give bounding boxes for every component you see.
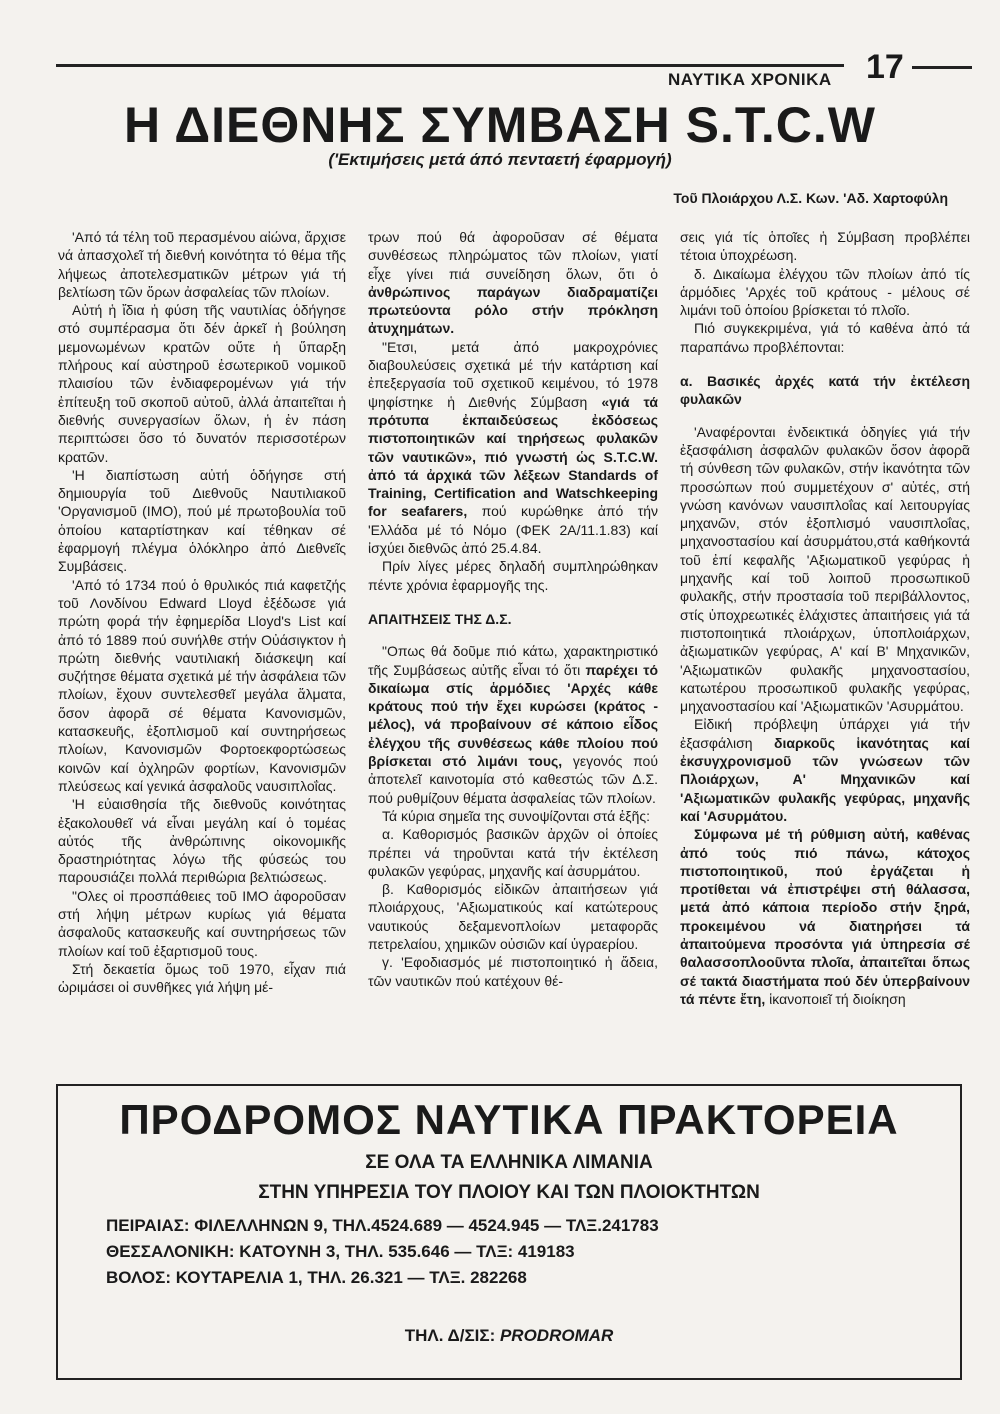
text-run: πού κυρώθηκε ἀπό τήν 'Ελλάδα μέ τό Νόμο (ΦΕΚ 2Α/11.1.83) καί ἰσχύει διεθνῶς ἀπό 25.4.84. [368, 503, 659, 557]
text-run: "Οπως θά δοῦμε πιό κάτω, χαρακτηριστικό τῆς Συμβάσεως αὐτῆς εἶναι τό ὅτι [368, 643, 658, 678]
text-run: τρων πού θά ἀφοροῦσαν σέ θέματα συνθέσεως πληρώματος τῶν πλοίων, γιατί εἶχε γίνει πιά συνείδηση ὅλων, ὅτι ὁ [368, 229, 658, 282]
paragraph: Τά κύρια σημεῖα της συνοψίζονται στά ἑξῆς: [382, 807, 651, 824]
page-number: 17 [866, 48, 904, 86]
section-heading: ΑΠΑΙΤΗΣΕΙΣ ΤΗΣ Δ.Σ. [368, 610, 512, 627]
text-run: γεγονός πού ἀποτελεῖ καινοτομία στό καθεστώς τῶν Δ.Σ. πού ρυθμίζουν θέματα ἀσφαλείας τῶν πλοίων. [368, 753, 659, 806]
paragraph: σεις γιά τίς ὁποῖες ἡ Σύμβαση προβλέπει τέτοια ὑποχρέωση. [680, 229, 970, 264]
text-run: "Ετσι, μετά ἀπό μακροχρόνιες διαβουλεύσεις σχετικά μέ τήν κατάρτιση καί ἐπεξεργασία τοῦ σχετικοῦ κειμένου, τό 1978 ψηφίστηκε ἡ Διεθνής Σύμβαση [368, 338, 658, 410]
paragraph: δ. Δικαίωμα ἐλέγχου τῶν πλοίων ἀπό τίς ἁρμόδιες 'Αρχές τοῦ κράτους - μέλους σέ λιμάνι τοῦ ὁποίου βρίσκεται τό πλοῖο. [680, 265, 970, 319]
text-run: Εἰδική πρόβλεψη ὑπάρχει γιά τήν ἐξασφάλιση [680, 716, 970, 751]
ad-title: ΠΡΟΔΡΟΜΟΣ ΝΑΥΤΙΚΑ ΠΡΑΚΤΟΡΕΙΑ [119, 1096, 899, 1143]
paragraph: Αὐτή ἡ ἴδια ἡ φύση τῆς ναυτιλίας ὁδήγησε στό συμπέρασμα ὅτι δέν ἀρκεῖ ἡ βούληση μεμονωμένων κρατῶν οὔτε ἡ ὕπαρξη πλήρους καί αὐστηροῦ ἐσωτερικοῦ νομικοῦ πλαισίου τῶν ἐνδιαφερομένων γιά τήν ἐπίτευξη τοῦ σκοποῦ αὐτοῦ, ἀλλά ἀπαιτεῖται ἡ διεθνής συνεργασίων ὅλων, ἡ ἐν πάση περιπτώσει ὅσο τό δυνατόν περισσοτέρων κρατῶν. [58, 302, 346, 465]
article-title: Η ΔΙΕΘΝΗΣ ΣΥΜΒΑΣΗ S.T.C.W [124, 97, 876, 153]
advertisement-box [56, 1084, 962, 1380]
bold-text-run: «γιά τά πρότυπα ἐκπαιδεύσεως ἐκδόσεως πιστοποιητικῶν καί τηρήσεως φυλακῶν τῶν ναυτικῶν», πιό γνωστή ὡς S.T.C.W. ἀπό τά ἀρχικά τῶν λέξεων Standards of Training, Certification and Watschkeeping for seafarers, [368, 393, 658, 520]
paragraph [368, 228, 658, 338]
paragraph: "Ολες οἱ προσπάθειες τοῦ ΙΜΟ ἀφοροῦσαν στή λήψη μέτρων κυρίως γιά θέματα ἀσφαλοῦς κατασκευῆς καί συντηρήσεως τῶν πλοίων καί τοῦ ἐξαρτισμοῦ τους. [58, 887, 346, 959]
paragraph [680, 715, 970, 825]
bold-text-run: ἀνθρώπινος παράγων διαδραματίζει πρωτεύοντα ρόλο στήν πρόκληση ἀτυχημάτων. [368, 283, 658, 337]
ad-telegraph-value: PRODROMAR [499, 1326, 614, 1345]
text-run: ἱκανοποιεῖ τή διοίκηση [765, 990, 906, 1007]
ad-address-thessaloniki: ΘΕΣΣΑΛΟΝΙΚΗ: ΚΑΤΟΥΝΗ 3, ΤΗΛ. 535.646 — ΤΛΞ: 419183 [106, 1242, 575, 1261]
paragraph: 'Η εὐαισθησία τῆς διεθνοῦς κοινότητας ἐξακολουθεῖ νά εἶναι μεγάλη καί ὁ τομέας αὐτός τῆς ἀνθρώπινης οἰκονομικῆς δραστηριότητας λόγω τῆς φύσεώς του παρουσιάζει πολλά περιθώρια βελτιώσεως. [58, 796, 346, 886]
ad-address-piraeus: ΠΕΙΡΑΙΑΣ: ΦΙΛΕΛΛΗΝΩΝ 9, ΤΗΛ.4524.689 — 4524.945 — ΤΛΞ.241783 [106, 1216, 659, 1235]
paragraph [368, 642, 658, 807]
header-rule-right [912, 66, 972, 69]
paragraph: 'Από τά τέλη τοῦ περασμένου αἰώνα, ἄρχισε νά ἀπασχολεῖ τή διεθνή κοινότητα τό θέμα τῆς λήψεως ἀποτελεσματικῶν μέτρων γιά τή βελτίωση τῶν ὅρων ἀσφαλείας τῶν πλοίων. [58, 229, 346, 300]
article-subtitle: ('Εκτιμήσεις μετά άπό πενταετή έφαρμογή) [328, 150, 672, 169]
paragraph: Στή δεκαετία ὅμως τοῦ 1970, εἶχαν πιά ὡριμάσει οἱ συνθῆκες γιά λήψη μέ- [58, 960, 346, 996]
bold-text-run: παρέχει τό δικαίωμα στίς ἁρμόδιες 'Αρχές κάθε κράτους πού τήν ἔχει κυρώσει (κράτος - μέλος), νά προβαίνουν σέ κάποιο εἶδος ἐλέγχου τῆς συνθέσεως κάθε πλοίου πού βρίσκεται στό λιμάνι τους, [368, 661, 658, 770]
paragraph: 'Αναφέρονται ἐνδεικτικά ὁδηγίες γιά τήν ἐξασφάλιση ἀσφαλῶν φυλακῶν ὅσον ἀφορᾶ τή σύνθεση τῶν φυλακῶν, στήν ἱκανότητα τῶν προσώπων πού συμμετέχουν σ' αὐτές, στή γνώση κανόνων ναυσιπλοΐας καί λειτουργίας μηχανῶν, στόν ἐξοπλισμό ναυσιπλοΐας, μηχανοστασίου καί ἀσυρμάτου,στά καθήκοντά τοῦ ἐπί κεφαλῆς 'Αξιωματικοῦ γεφύρας ἡ μηχανῆς καί τοῦ λοιποῦ προσωπικοῦ φυλακῆς, στήν προστασία τοῦ περιβάλλοντος, στίς ὑποχρεωτικές ἐλάχιστες ἀπαιτήσεις γιά τά πιστοποιητικά πλοιάρχων, ὑποπλοιάρχων, ἀξιωματικῶν γεφύρας, Α' καί Β' Μηχανικῶν, 'Αξιωματικῶν φυλακῆς μηχανοστασίου, κατωτέρου προσωπικοῦ φυλακῆς γεφύρας, μηχανοστασίου καί 'Αξιωματικῶν 'Ασυρμάτου. [680, 423, 970, 715]
paragraph [680, 825, 970, 1008]
column-1 [58, 228, 346, 996]
column-3 [680, 228, 970, 1008]
ad-telegraph [58, 1326, 960, 1346]
bold-text-run: διαρκοῦς ἱκανότητας καί ἐκσυγχρονισμοῦ τῶν γνώσεων τῶν Πλοιάρχων, Α' Μηχανικῶν καί 'Αξιωματικῶν φυλακῆς γεφύρας, μηχανῆς καί 'Ασυρμάτου. [680, 734, 971, 824]
paragraph: Πιό συγκεκριμένα, γιά τό καθένα ἀπό τά παραπάνω προβλέπονται: [680, 320, 970, 355]
paragraph: γ. 'Εφοδιασμός μέ πιστοποιητικό ἡ ἄδεια, τῶν ναυτικῶν πού κατέχουν θέ- [368, 954, 658, 989]
paragraph: 'Η διαπίστωση αὐτή ὁδήγησε στή δημιουργία τοῦ Διεθνοῦς Ναυτιλιακοῦ 'Οργανισμοῦ (ΙΜΟ), πού μέ πρωτοβουλία τοῦ ὁποίου καταρτίστηκαν καί τέθηκαν σέ ἐφαρμογή πλέγμα ὁλόκληρο ἀπό Διεθνεῖς Συμβάσεις. [58, 466, 346, 575]
paragraph: α. Καθορισμός βασικῶν ἀρχῶν οἱ ὁποίες πρέπει νά τηροῦνται κατά τήν ἐκτέλεση φυλακῶν γεφύρας, μηχανῆς καί ἀσυρμάτου. [368, 826, 658, 879]
paragraph: 'Από τό 1734 πού ὁ θρυλικός πιά καφετζής τοῦ Λονδίνου Edward Lloyd ἐξέδωσε γιά πρώτη φορά τήν ἐφημερίδα Lloyd's List καί ἀπό τό 1889 πού συνήλθε στήν Οὐάσιγκτον ἡ πρώτη διεθνής ναυτιλιακή διάσκεψη καί συζήτησε θέματα σχετικά μέ τήν ἀσφάλεια τῶν πλοίων, ἔχουν συντελεσθεῖ μεγάλα ἅλματα, ὅσον ἀφορᾶ σέ θέματα Κανονισμῶν, κατασκευῆς, ἐξοπλισμοῦ καί συντηρήσεως πλοίων, Κανονισμῶν Φορτοεκφορτώσεως κοινῶν καί ὀχληρῶν φορτίων, Κανονισμῶν πλεύσεως καί γενικά ἀσφαλοῦς ναυσιπλοΐας. [58, 576, 346, 794]
publication-name: ΝΑΥΤΙΚΑ ΧΡΟΝΙΚΑ [668, 70, 832, 89]
article-byline: Τοῦ Πλοιάρχου Λ.Σ. Κων. 'Αδ. Χαρτοφύλη [673, 190, 948, 206]
section-heading: α. Βασικές ἀρχές κατά τήν ἐκτέλεση φυλακῶν [680, 373, 970, 408]
ad-tagline: ΣΤΗΝ ΥΠΗΡΕΣΙΑ ΤΟΥ ΠΛΟΙΟΥ ΚΑΙ ΤΩΝ ΠΛΟΙΟΚΤΗΤΩΝ [258, 1182, 760, 1203]
bold-text-run: Σύμφωνα μέ τή ρύθμιση αὐτή, καθένας ἀπό τούς πιό πάνω, κάτοχος πιστοποιητικοῦ, πού ἐργάζεται ἡ προτίθεται νά ἐπιστρέψει στή θάλασσα, μετά ἀπό κάποια περίοδο στήν ξηρά, προκειμένου νά διατηρήσει τά ἀπαιτούμενα προσόντα γιά ὑπηρεσία σέ θαλασσοπλοοῦντα πλοῖα, ἀπαιτεῖται ὅπως σέ τακτά διαστήματα πού δέν ὑπερβαίνουν τά πέντε ἔτη, [680, 826, 970, 1007]
paragraph: β. Καθορισμός εἰδικῶν ἀπαιτήσεων γιά πλοιάρχους, 'Αξιωματικούς καί κατώτερους ναυτικούς δεξαμενοπλοίων μεταφορᾶς πετρελαίου, χημικῶν οὐσιῶν καί ὑγραερίου. [368, 881, 658, 952]
ad-address-volos: ΒΟΛΟΣ: ΚΟΥΤΑΡΕΛΙΑ 1, ΤΗΛ. 26.321 — ΤΛΞ. 282268 [106, 1268, 527, 1287]
ad-tagline: ΣΕ ΟΛΑ ΤΑ ΕΛΛΗΝΙΚΑ ΛΙΜΑΝΙΑ [365, 1152, 653, 1173]
column-2 [368, 228, 658, 990]
ad-telegraph-label: ΤΗΛ. Δ/ΣΙΣ: [404, 1326, 500, 1345]
header-rule [56, 64, 844, 67]
paragraph: Πρίν λίγες μέρες δηλαδή συμπληρώθηκαν πέντε χρόνια ἐφαρμογῆς της. [368, 558, 658, 593]
paragraph [368, 338, 658, 558]
